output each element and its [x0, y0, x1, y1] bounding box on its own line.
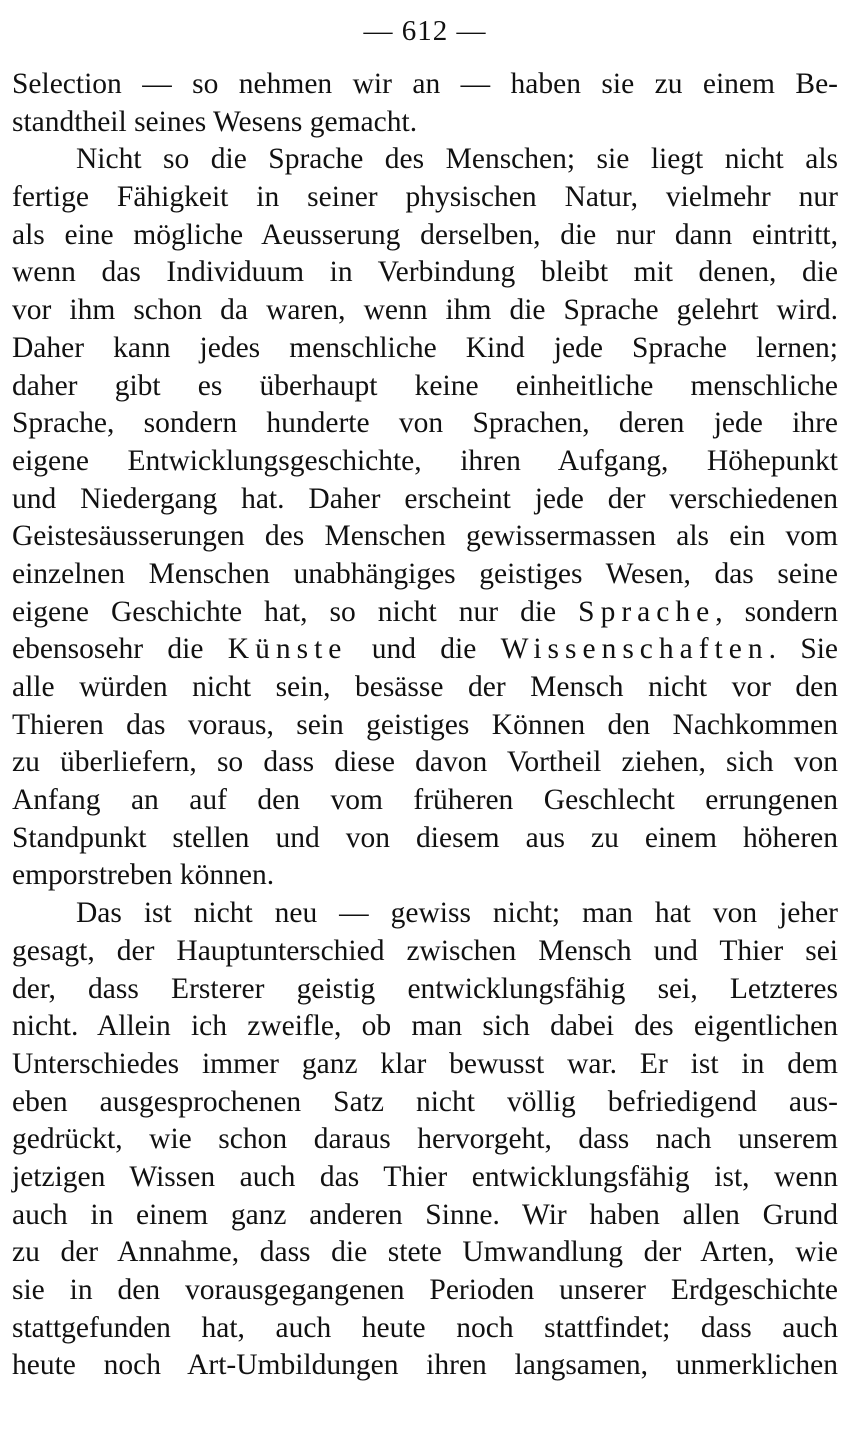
emphasized-word: Wissenschaften: [500, 633, 769, 666]
text-line: alle würden nicht sein, besässe der Mensch nicht vor den: [12, 671, 838, 703]
text-line: gedrückt, wie schon daraus hervorgeht, dass nach unserem: [12, 1123, 838, 1156]
text-line: emporstreben können.: [12, 859, 275, 892]
text-segment: . Sie: [768, 633, 839, 666]
text-line: einzelnen Menschen unabhängiges geistiges Wesen, das seine: [12, 557, 838, 590]
paragraph-2: [12, 141, 838, 895]
text-line: Daher kann jedes menschliche Kind jede Sprache lernen;: [12, 331, 838, 364]
text-line: sie in den vorausgegangenen Perioden unserer Erdgeschichte: [12, 1274, 838, 1306]
text-line: Nicht so die Sprache des Menschen; sie liegt nicht als: [76, 143, 838, 176]
text-line: stattgefunden hat, auch heute noch stattfindet; dass auch: [12, 1311, 838, 1344]
text-line: als eine mögliche Aeusserung derselben, die nur dann eintritt,: [12, 218, 838, 251]
text-segment: , sondern: [715, 595, 838, 628]
text-line: vor ihm schon da waren, wenn ihm die Sprache gelehrt wird.: [12, 294, 838, 327]
text-line: zu überliefern, so dass diese davon Vortheil ziehen, sich von: [12, 746, 838, 779]
book-page: [12, 12, 838, 1432]
text-line: eigene Entwicklungsgeschichte, ihren Aufgang, Höhepunkt: [12, 444, 838, 477]
text-line: Das ist nicht neu — gewiss nicht; man hat von jeher: [76, 897, 838, 930]
text-line: standtheil seines Wesens gemacht.: [12, 105, 418, 138]
page-number: — 612 —: [363, 15, 487, 47]
body-text: [12, 66, 838, 1385]
text-line-sprache: [12, 594, 838, 632]
text-segment: eigene Geschichte hat, so nicht nur die: [12, 595, 579, 628]
text-line: Anfang an auf den vom früheren Geschlecht errungenen: [12, 784, 838, 817]
text-line: Thieren das voraus, sein geistiges Können den Nachkommen: [12, 708, 838, 741]
emphasized-word: Künste: [227, 633, 348, 666]
text-line: daher gibt es überhaupt keine einheitliche menschliche: [12, 369, 838, 402]
emphasized-word: Sprache: [578, 595, 716, 628]
text-line: auch in einem ganz anderen Sinne. Wir haben allen Grund: [12, 1198, 838, 1231]
text-line: Selection — so nehmen wir an — haben sie zu einem Be-: [12, 68, 838, 100]
paragraph-3: [12, 895, 838, 1385]
text-line: wenn das Individuum in Verbindung bleibt mit denen, die: [12, 256, 838, 289]
text-line: Sprache, sondern hunderte von Sprachen, deren jede ihre: [12, 407, 838, 440]
text-line: nicht. Allein ich zweifle, ob man sich dabei des eigentlichen: [12, 1010, 838, 1043]
text-line: fertige Fähigkeit in seiner physischen Natur, vielmehr nur: [12, 181, 838, 214]
text-line: gesagt, der Hauptunterschied zwischen Mensch und Thier sei: [12, 934, 838, 967]
text-segment: und die: [347, 633, 501, 666]
text-line: Unterschiedes immer ganz klar bewusst war. Er ist in dem: [12, 1047, 838, 1080]
text-line-kuenste: [12, 631, 838, 669]
text-line: Geistesäusserungen des Menschen gewissermassen als ein vom: [12, 520, 838, 553]
text-line: heute noch Art-Umbildungen ihren langsamen, unmerklichen: [12, 1349, 838, 1382]
text-line: jetzigen Wissen auch das Thier entwicklungsfähig ist, wenn: [12, 1160, 838, 1193]
text-line: Standpunkt stellen und von diesem aus zu einem höheren: [12, 821, 838, 854]
text-line: und Niedergang hat. Daher erscheint jede der verschiedenen: [12, 482, 838, 515]
text-line: eben ausgesprochenen Satz nicht völlig befriedigend aus-: [12, 1085, 838, 1118]
text-line: der, dass Ersterer geistig entwicklungsfähig sei, Letzteres: [12, 972, 838, 1005]
text-line: zu der Annahme, dass die stete Umwandlung der Arten, wie: [12, 1236, 838, 1269]
text-segment: ebensosehr die: [12, 633, 228, 666]
paragraph-1: [12, 66, 838, 141]
